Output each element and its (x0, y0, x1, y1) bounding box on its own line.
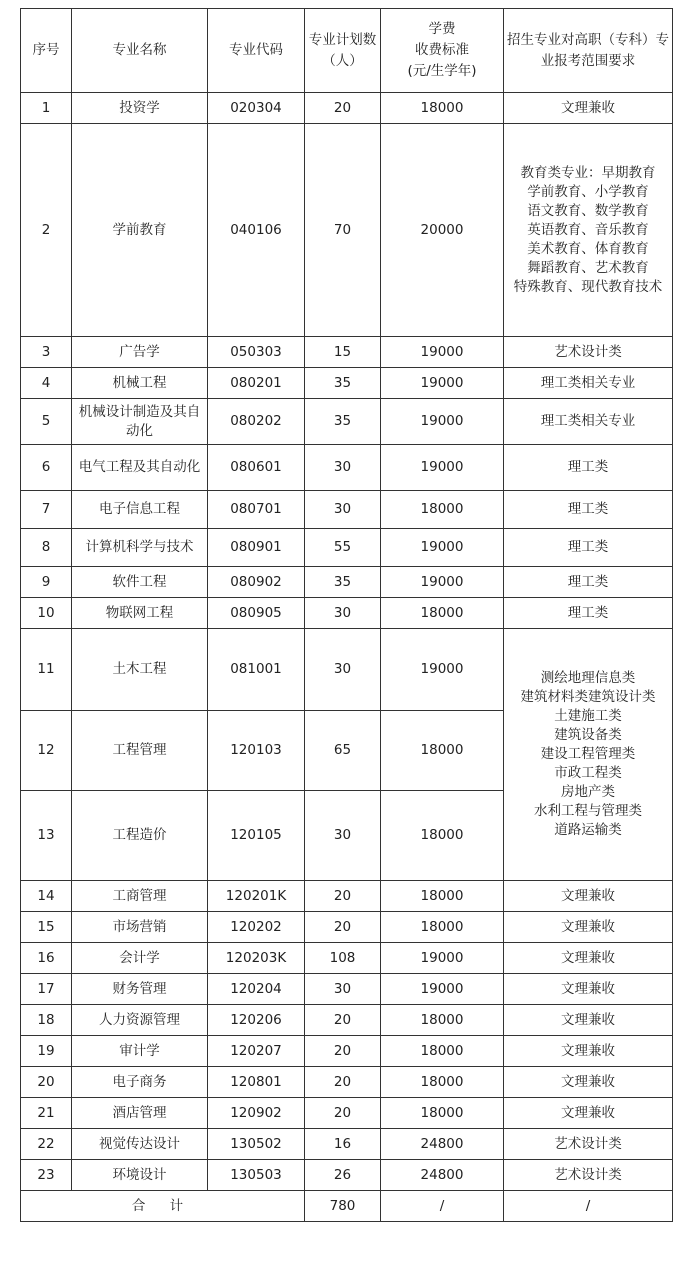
table-row (21, 368, 673, 399)
cell-idx: 7 (21, 491, 72, 529)
table-row (21, 124, 673, 337)
cell-idx: 8 (21, 529, 72, 567)
cell-idx: 22 (21, 1129, 72, 1160)
cell-fee: 18000 (381, 1098, 504, 1129)
cell-req: 文理兼收 (504, 943, 673, 974)
total-plan: 780 (305, 1191, 381, 1222)
table-row (21, 1067, 673, 1098)
cell-fee: 19000 (381, 567, 504, 598)
table-row (21, 912, 673, 943)
cell-req: 艺术设计类 (504, 337, 673, 368)
cell-code: 120206 (208, 1005, 305, 1036)
cell-name: 广告学 (72, 337, 208, 368)
cell-fee: 19000 (381, 368, 504, 399)
cell-plan: 30 (305, 974, 381, 1005)
total-fee: / (381, 1191, 504, 1222)
cell-name: 市场营销 (72, 912, 208, 943)
cell-name: 电气工程及其自动化 (72, 445, 208, 491)
cell-fee: 20000 (381, 124, 504, 337)
cell-code: 040106 (208, 124, 305, 337)
cell-fee: 18000 (381, 711, 504, 791)
cell-fee: 18000 (381, 93, 504, 124)
cell-code: 081001 (208, 629, 305, 711)
cell-name: 人力资源管理 (72, 1005, 208, 1036)
cell-name: 电子商务 (72, 1067, 208, 1098)
table-row (21, 943, 673, 974)
cell-name: 机械工程 (72, 368, 208, 399)
cell-fee: 19000 (381, 629, 504, 711)
cell-name: 工程造价 (72, 791, 208, 881)
cell-idx: 19 (21, 1036, 72, 1067)
table-row (21, 529, 673, 567)
cell-code: 080701 (208, 491, 305, 529)
table-row (21, 1160, 673, 1191)
cell-plan: 26 (305, 1160, 381, 1191)
cell-name: 审计学 (72, 1036, 208, 1067)
cell-code: 120902 (208, 1098, 305, 1129)
cell-name: 视觉传达设计 (72, 1129, 208, 1160)
cell-code: 080601 (208, 445, 305, 491)
header-plan: 专业计划数（人） (305, 9, 381, 93)
table-row (21, 1005, 673, 1036)
cell-idx: 13 (21, 791, 72, 881)
cell-idx: 2 (21, 124, 72, 337)
cell-code: 120105 (208, 791, 305, 881)
cell-req: 艺术设计类 (504, 1129, 673, 1160)
table-row (21, 399, 673, 445)
cell-name: 学前教育 (72, 124, 208, 337)
cell-idx: 17 (21, 974, 72, 1005)
cell-code: 130503 (208, 1160, 305, 1191)
header-idx: 序号 (21, 9, 72, 93)
cell-plan: 30 (305, 445, 381, 491)
cell-name: 土木工程 (72, 629, 208, 711)
cell-fee: 18000 (381, 881, 504, 912)
cell-req: 文理兼收 (504, 881, 673, 912)
cell-code: 050303 (208, 337, 305, 368)
cell-req: 文理兼收 (504, 1005, 673, 1036)
cell-req: 艺术设计类 (504, 1160, 673, 1191)
cell-plan: 30 (305, 491, 381, 529)
cell-idx: 6 (21, 445, 72, 491)
cell-code: 130502 (208, 1129, 305, 1160)
cell-idx: 3 (21, 337, 72, 368)
cell-code: 080902 (208, 567, 305, 598)
cell-name: 会计学 (72, 943, 208, 974)
cell-name: 软件工程 (72, 567, 208, 598)
cell-idx: 4 (21, 368, 72, 399)
cell-name: 机械设计制造及其自动化 (72, 399, 208, 445)
total-label: 合 计 (21, 1191, 305, 1222)
cell-plan: 20 (305, 1098, 381, 1129)
cell-plan: 20 (305, 1036, 381, 1067)
cell-idx: 16 (21, 943, 72, 974)
cell-plan: 30 (305, 791, 381, 881)
cell-plan: 20 (305, 912, 381, 943)
cell-idx: 9 (21, 567, 72, 598)
cell-plan: 16 (305, 1129, 381, 1160)
cell-fee: 18000 (381, 491, 504, 529)
cell-req: 文理兼收 (504, 974, 673, 1005)
cell-idx: 18 (21, 1005, 72, 1036)
header-code: 专业代码 (208, 9, 305, 93)
cell-req: 理工类 (504, 529, 673, 567)
cell-plan: 108 (305, 943, 381, 974)
cell-plan: 55 (305, 529, 381, 567)
cell-code: 120201K (208, 881, 305, 912)
cell-fee: 18000 (381, 791, 504, 881)
cell-fee: 24800 (381, 1129, 504, 1160)
table-row (21, 491, 673, 529)
cell-fee: 19000 (381, 337, 504, 368)
cell-req: 理工类相关专业 (504, 399, 673, 445)
cell-name: 电子信息工程 (72, 491, 208, 529)
table-row (21, 1036, 673, 1067)
cell-fee: 18000 (381, 1005, 504, 1036)
cell-idx: 21 (21, 1098, 72, 1129)
cell-idx: 15 (21, 912, 72, 943)
cell-req: 文理兼收 (504, 1067, 673, 1098)
cell-fee: 18000 (381, 1036, 504, 1067)
cell-idx: 23 (21, 1160, 72, 1191)
table-row (21, 445, 673, 491)
cell-plan: 20 (305, 881, 381, 912)
cell-plan: 65 (305, 711, 381, 791)
cell-fee: 19000 (381, 445, 504, 491)
cell-code: 020304 (208, 93, 305, 124)
cell-name: 工程管理 (72, 711, 208, 791)
cell-name: 财务管理 (72, 974, 208, 1005)
cell-code: 120801 (208, 1067, 305, 1098)
cell-plan: 35 (305, 368, 381, 399)
header-name: 专业名称 (72, 9, 208, 93)
cell-code: 120103 (208, 711, 305, 791)
cell-idx: 10 (21, 598, 72, 629)
cell-idx: 14 (21, 881, 72, 912)
table-row (21, 1129, 673, 1160)
cell-idx: 1 (21, 93, 72, 124)
admissions-table (20, 8, 673, 1222)
cell-name: 环境设计 (72, 1160, 208, 1191)
cell-req-merged: 测绘地理信息类 建筑材料类建筑设计类 土建施工类 建筑设备类 建设工程管理类 市政工程类 房地产类 水利工程与管理类 道路运输类 (504, 629, 673, 881)
cell-fee: 19000 (381, 529, 504, 567)
cell-code: 080905 (208, 598, 305, 629)
cell-req: 教育类专业：早期教育 学前教育、小学教育 语文教育、数学教育 英语教育、音乐教育 美术教育、体育教育 舞蹈教育、艺术教育 特殊教育、现代教育技术 (504, 124, 673, 337)
cell-fee: 18000 (381, 598, 504, 629)
cell-req: 文理兼收 (504, 1098, 673, 1129)
table-row (21, 337, 673, 368)
cell-plan: 70 (305, 124, 381, 337)
cell-req: 理工类 (504, 598, 673, 629)
cell-code: 080202 (208, 399, 305, 445)
cell-fee: 19000 (381, 943, 504, 974)
cell-plan: 30 (305, 629, 381, 711)
cell-fee: 18000 (381, 1067, 504, 1098)
cell-req: 文理兼收 (504, 912, 673, 943)
table-row (21, 881, 673, 912)
cell-code: 120203K (208, 943, 305, 974)
table-row (21, 629, 673, 711)
cell-code: 120207 (208, 1036, 305, 1067)
table-row (21, 93, 673, 124)
cell-plan: 30 (305, 598, 381, 629)
cell-req: 理工类 (504, 491, 673, 529)
cell-fee: 24800 (381, 1160, 504, 1191)
cell-plan: 20 (305, 1067, 381, 1098)
header-fee: 学费 收费标准 (元/生学年) (381, 9, 504, 93)
table-row (21, 1098, 673, 1129)
cell-name: 投资学 (72, 93, 208, 124)
cell-code: 080201 (208, 368, 305, 399)
cell-name: 工商管理 (72, 881, 208, 912)
cell-idx: 12 (21, 711, 72, 791)
cell-fee: 18000 (381, 912, 504, 943)
cell-plan: 15 (305, 337, 381, 368)
total-req: / (504, 1191, 673, 1222)
cell-req: 理工类相关专业 (504, 368, 673, 399)
cell-name: 物联网工程 (72, 598, 208, 629)
cell-idx: 20 (21, 1067, 72, 1098)
cell-plan: 35 (305, 567, 381, 598)
table-row (21, 598, 673, 629)
cell-plan: 20 (305, 93, 381, 124)
header-req: 招生专业对高职（专科）专业报考范围要求 (504, 9, 673, 93)
header-row (21, 9, 673, 93)
table-row (21, 974, 673, 1005)
cell-fee: 19000 (381, 974, 504, 1005)
cell-req: 理工类 (504, 567, 673, 598)
cell-idx: 11 (21, 629, 72, 711)
cell-code: 120202 (208, 912, 305, 943)
cell-req: 文理兼收 (504, 1036, 673, 1067)
cell-name: 酒店管理 (72, 1098, 208, 1129)
cell-plan: 35 (305, 399, 381, 445)
cell-req: 文理兼收 (504, 93, 673, 124)
total-row (21, 1191, 673, 1222)
cell-fee: 19000 (381, 399, 504, 445)
cell-req: 理工类 (504, 445, 673, 491)
cell-plan: 20 (305, 1005, 381, 1036)
cell-code: 080901 (208, 529, 305, 567)
cell-name: 计算机科学与技术 (72, 529, 208, 567)
cell-code: 120204 (208, 974, 305, 1005)
table-row (21, 567, 673, 598)
cell-idx: 5 (21, 399, 72, 445)
